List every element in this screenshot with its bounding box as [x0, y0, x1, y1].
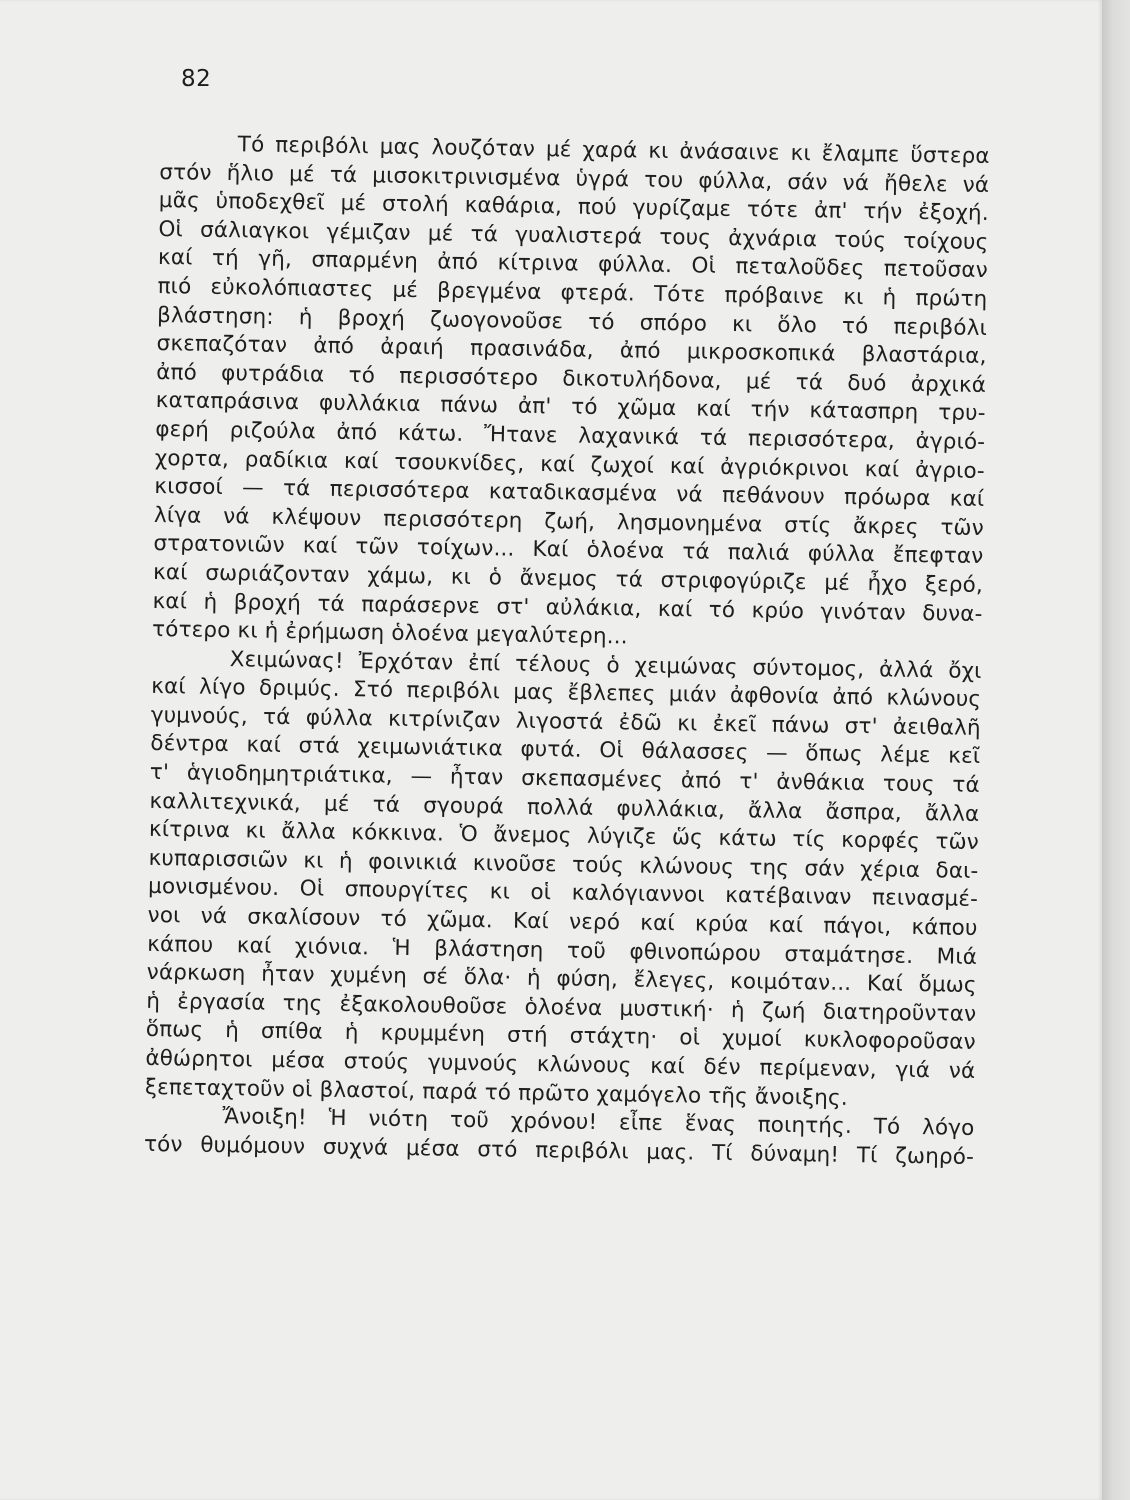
- text-line: καί τή γῆ, σπαρμένη ἀπό κίτρινα φύλλα. Οἱ πεταλοῦδες πετοῦσαν: [157, 245, 989, 284]
- text-line: ἡ ἐργασία της ἐξακολουθοῦσε ὁλοένα μυστική· ἡ ζωή διατηροῦνταν: [146, 988, 977, 1027]
- text-line: ἀθώρητοι μέσα στούς γυμνούς κλώνους καί δέν περίμεναν, γιά νά: [145, 1045, 976, 1084]
- text-line: Ἄνοιξη! Ἡ νιότη τοῦ χρόνου! εἶπε ἕνας ποιητής. Τό λόγο: [222, 1104, 975, 1142]
- paragraph-winter: [145, 645, 982, 1115]
- text-line: καλλιτεχνικά, μέ τά σγουρά πολλά φυλλάκια, ἄλλα ἄσπρα, ἄλλα: [149, 788, 980, 827]
- text-line: τότερο κι ἡ ἐρήμωση ὁλοένα μεγαλύτερη...: [151, 617, 628, 650]
- text-line: στρατονιῶν καί τῶν τοίχων... Καί ὁλοένα τά παλιά φύλλα ἔπεφταν: [153, 531, 984, 570]
- text-line: νοι νά σκαλίσουν τό χῶμα. Καί νερό καί κρύα καί πάγοι, κάπου: [147, 902, 978, 941]
- text-line: στόν ἥλιο μέ τά μισοκιτρινισμένα ὑγρά του φύλλα, σάν νά ἤθελε νά: [159, 159, 990, 198]
- text-line: μονισμένου. Οἱ σπουργίτες κι οἱ καλόγιαννοι κατέβαιναν πεινασμέ-: [147, 874, 979, 913]
- text-line: δέντρα καί στά χειμωνιάτικα φυτά. Οἱ θάλασσες — ὅπως λέμε κεῖ: [150, 731, 981, 770]
- text-line: ξεπεταχτοῦν οἱ βλαστοί, παρά τό πρῶτο χαμόγελο τῆς ἄνοιξης.: [144, 1074, 848, 1111]
- text-line: χορτα, ραδίκια καί τσουκνίδες, καί ζωχοί καί ἀγριόκρινοι καί ἀγριο-: [154, 445, 985, 484]
- text-line: γυμνούς, τά φύλλα κιτρίνιζαν λιγοστά ἐδῶ κι ἐκεῖ πάνω στ' ἀειθαλῆ: [150, 702, 981, 741]
- text-line: ἀπό φυτράδια τό περισσότερο δικοτυλήδονα, μέ τά δυό ἀρχικά: [155, 359, 987, 398]
- text-line: καταπράσινα φυλλάκια πάνω ἀπ' τό χῶμα καί τήν κάτασπρη τρυ-: [155, 388, 986, 427]
- text-line: καί ἡ βροχή τά παράσερνε στ' αὐλάκια, καί τό κρύο γινόταν δυνα-: [152, 588, 983, 627]
- page-number: 82: [181, 66, 212, 92]
- paragraph-spring: [144, 1102, 975, 1172]
- text-line: σκεπαζόταν ἀπό ἀραιή πρασινάδα, ἀπό μικροσκοπικά βλαστάρια,: [156, 331, 987, 370]
- body-text: [144, 130, 990, 1172]
- paragraph-autumn: [152, 130, 990, 658]
- text-line: φερή ριζούλα ἀπό κάτω. Ἤτανε λαχανικά τά περισσότερα, ἀγριό-: [155, 416, 986, 455]
- text-line: κίτρινα κι ἄλλα κόκκινα. Ὁ ἄνεμος λύγιζε ὥς κάτω τίς κορφές τῶν: [148, 817, 980, 856]
- text-line: κισσοί — τά περισσότερα καταδικασμένα νά πεθάνουν πρόωρα καί: [154, 474, 985, 513]
- text-line: ὅπως ἡ σπίθα ἡ κρυμμένη στή στάχτη· οἱ χυμοί κυκλοφοροῦσαν: [145, 1017, 976, 1056]
- text-line: βλάστηση: ἡ βροχή ζωογονοῦσε τό σπόρο κι ὅλο τό περιβόλι: [156, 302, 988, 341]
- text-line: κυπαρισσιῶν κι ἡ φοινικιά κινοῦσε τούς κλώνους της σάν χέρια δαι-: [148, 845, 979, 884]
- page-edge: [1102, 0, 1130, 1500]
- text-line: τόν θυμόμουν συχνά μέσα στό περιβόλι μας. Τί δύναμη! Τί ζωηρό-: [143, 1131, 975, 1170]
- text-line: κάπου καί χιόνια. Ἡ βλάστηση τοῦ φθινοπώρου σταμάτησε. Μιά: [147, 931, 978, 970]
- text-line: νάρκωση ἦταν χυμένη σέ ὅλα· ἡ φύση, ἔλεγες, κοιμόταν... Καί ὅμως: [146, 960, 977, 999]
- text-line: Χειμώνας! Ἐρχόταν ἐπί τέλους ὁ χειμώνας σύντομος, ἀλλά ὄχι: [229, 646, 982, 684]
- text-line: Οἱ σάλιαγκοι γέμιζαν μέ τά γυαλιστερά τους ἀχνάρια τούς τοίχους: [158, 216, 989, 255]
- text-line: Τό περιβόλι μας λουζόταν μέ χαρά κι ἀνάσαινε κι ἔλαμπε ὕστερα: [237, 132, 990, 170]
- text-line: μᾶς ὑποδεχθεῖ μέ στολή καθάρια, πού γυρίζαμε τότε ἀπ' τήν ἐξοχή.: [158, 188, 989, 227]
- text-line: λίγα νά κλέψουν περισσότερη ζωή, λησμονημένα στίς ἄκρες τῶν: [153, 502, 985, 541]
- text-line: τ' ἁγιοδημητριάτικα, — ἦταν σκεπασμένες ἀπό τ' ἀνθάκια τους τά: [149, 759, 981, 799]
- text-line: καί σωριάζονταν χάμω, κι ὁ ἄνεμος τά στριφογύριζε μέ ἦχο ξερό,: [152, 559, 984, 598]
- text-line: καί λίγο δριμύς. Στό περιβόλι μας ἔβλεπες μιάν ἀφθονία ἀπό κλώνους: [151, 674, 982, 713]
- text-line: πιό εὐκολόπιαστες μέ βρεγμένα φτερά. Τότε πρόβαινε κι ἡ πρώτη: [157, 273, 988, 312]
